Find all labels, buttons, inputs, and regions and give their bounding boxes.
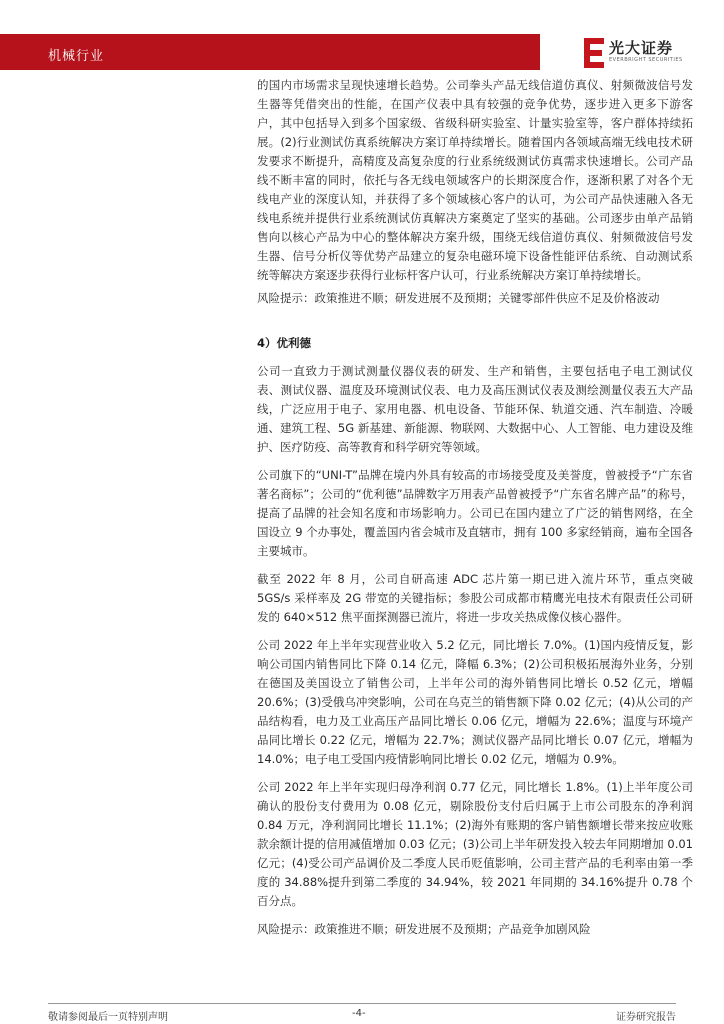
section-title: 4）优利德 bbox=[257, 336, 312, 350]
paragraph: 公司旗下的“UNI-T”品牌在境内外具有较高的市场接受度及美誉度，曾被授予“广东省著名商标”；公司的“优利德”品牌数字万用表产品曾被授予“广东省名牌产品”的称号，提高了品牌的社会知名度和市场影响力。公司已在国内建立了广泛的销售网络，在全国设立 9 个办事处，覆盖国内省会城市及直辖市，拥有 100 多家经销商，遍布全国各主要城市。 bbox=[257, 468, 693, 558]
footer-divider bbox=[48, 1003, 676, 1004]
paragraph: 公司 2022 年上半年实现归母净利润 0.77 亿元，同比增长 1.8%。(1)上半年度公司确认的股份支付费用为 0.08 亿元，剔除股份支付后归属于上市公司股东的净利润 0.84 万元，净利润同比增长 11.1%；(2)海外有账期的客户销售额增长带来按应收账款余额计提的信用减值增加 0.03 亿元；(3)公司上半年研发投入较去年同期增加 0.01 亿元；(4)受公司产品调价及二季度人民币贬值影响，公司主营产品的毛利率由第一季度的 34.88%提升到第二季度的 34.94%，较 2021 年同期的 34.16%提升 0.78 个百分点。 bbox=[257, 780, 693, 908]
page-number: -4- bbox=[352, 1008, 366, 1019]
company-logo bbox=[584, 36, 704, 70]
industry-label: 机械行业 bbox=[48, 49, 105, 64]
footer-disclaimer: 敬请参阅最后一页特别声明 bbox=[48, 1012, 168, 1023]
footer-report-type: 证券研究报告 bbox=[616, 1012, 676, 1023]
paragraph: 的国内市场需求呈现快速增长趋势。公司拳头产品无线信道仿真仪、射频微波信号发生器等凭借突出的性能，在国产仪表中具有较强的竞争优势，逐步进入更多下游客户，其中包括导入到多个国家级、省级科研实验室、计量实验室等，客户群体持续拓展。(2)行业测试仿真系统解决方案订单持续增长。随着国内各领域高端无线电技术研发要求不断提升，高精度及高复杂度的行业系统级测试仿真需求快速增长。公司产品线不断丰富的同时，依托与各无线电领域客户的长期深度合作，逐渐积累了对各个无线电产业的深度认知，并获得了多个领域核心客户的认可，为公司产品快速融入各无线电系统并提供行业系统测试仿真解决方案奠定了坚实的基础。公司逐步由单产品销售向以核心产品为中心的整体解决方案升级，围绕无线信道仿真仪、射频微波信号发生器、信号分析仪等优势产品建立的复杂电磁环境下设备性能评估系统、自动测试系统等解决方案逐步获得行业标杆客户认可，行业系统解决方案订单持续增长。 bbox=[257, 78, 693, 282]
risk-note: 风险提示：政策推进不顺；研发进展不及预期；关键零部件供应不足及价格波动 bbox=[257, 291, 660, 305]
logo-name: 光大证券 bbox=[609, 39, 674, 57]
logo-mark-icon bbox=[584, 38, 604, 68]
paragraph: 截至 2022 年 8 月，公司自研高速 ADC 芯片第一期已进入流片环节，重点突破 5GS/s 采样率及 2G 带宽的关键指标；参股公司成都市精鹰光电技术有限责任公司研发的 640×512 焦平面探测器已流片，将进一步攻关热成像仪核心器件。 bbox=[257, 572, 693, 624]
report-body bbox=[257, 76, 693, 939]
paragraph: 公司一直致力于测试测量仪器仪表的研发、生产和销售，主要包括电子电工测试仪表、测试仪器、温度及环境测试仪表、电力及高压测试仪表及测绘测量仪表五大产品线，广泛应用于电子、家用电器、机电设备、节能环保、轨道交通、汽车制造、冷暖通、建筑工程、5G 新基建、新能源、物联网、大数据中心、人工智能、电力建设及维护、医疗防疫、高等教育和科学研究等领域。 bbox=[257, 364, 693, 454]
logo-subtitle: EVERBRIGHT SECURITIES bbox=[609, 57, 683, 63]
risk-note: 风险提示：政策推进不顺；研发进展不及预期；产品竞争加剧风险 bbox=[257, 922, 591, 936]
paragraph: 公司 2022 年上半年实现营业收入 5.2 亿元，同比增长 7.0%。(1)国内疫情反复，影响公司国内销售同比下降 0.14 亿元，降幅 6.3%；(2)公司积极拓展海外业务，分别在德国及美国设立了销售公司，上半年公司的海外销售同比增长 0.52 亿元，增幅 20.6%；(3)受俄乌冲突影响，公司在乌克兰的销售额下降 0.02 亿元；(4)从公司的产品结构看，电力及工业高压产品同比增长 0.06 亿元，增幅为 22.6%；温度与环境产品同比增长 0.22 亿元，增幅为 22.7%；测试仪器产品同比增长 0.07 亿元，增幅为 14.0%；电子电工受国内疫情影响同比增长 0.02 亿元，增幅为 0.9%。 bbox=[257, 638, 693, 766]
